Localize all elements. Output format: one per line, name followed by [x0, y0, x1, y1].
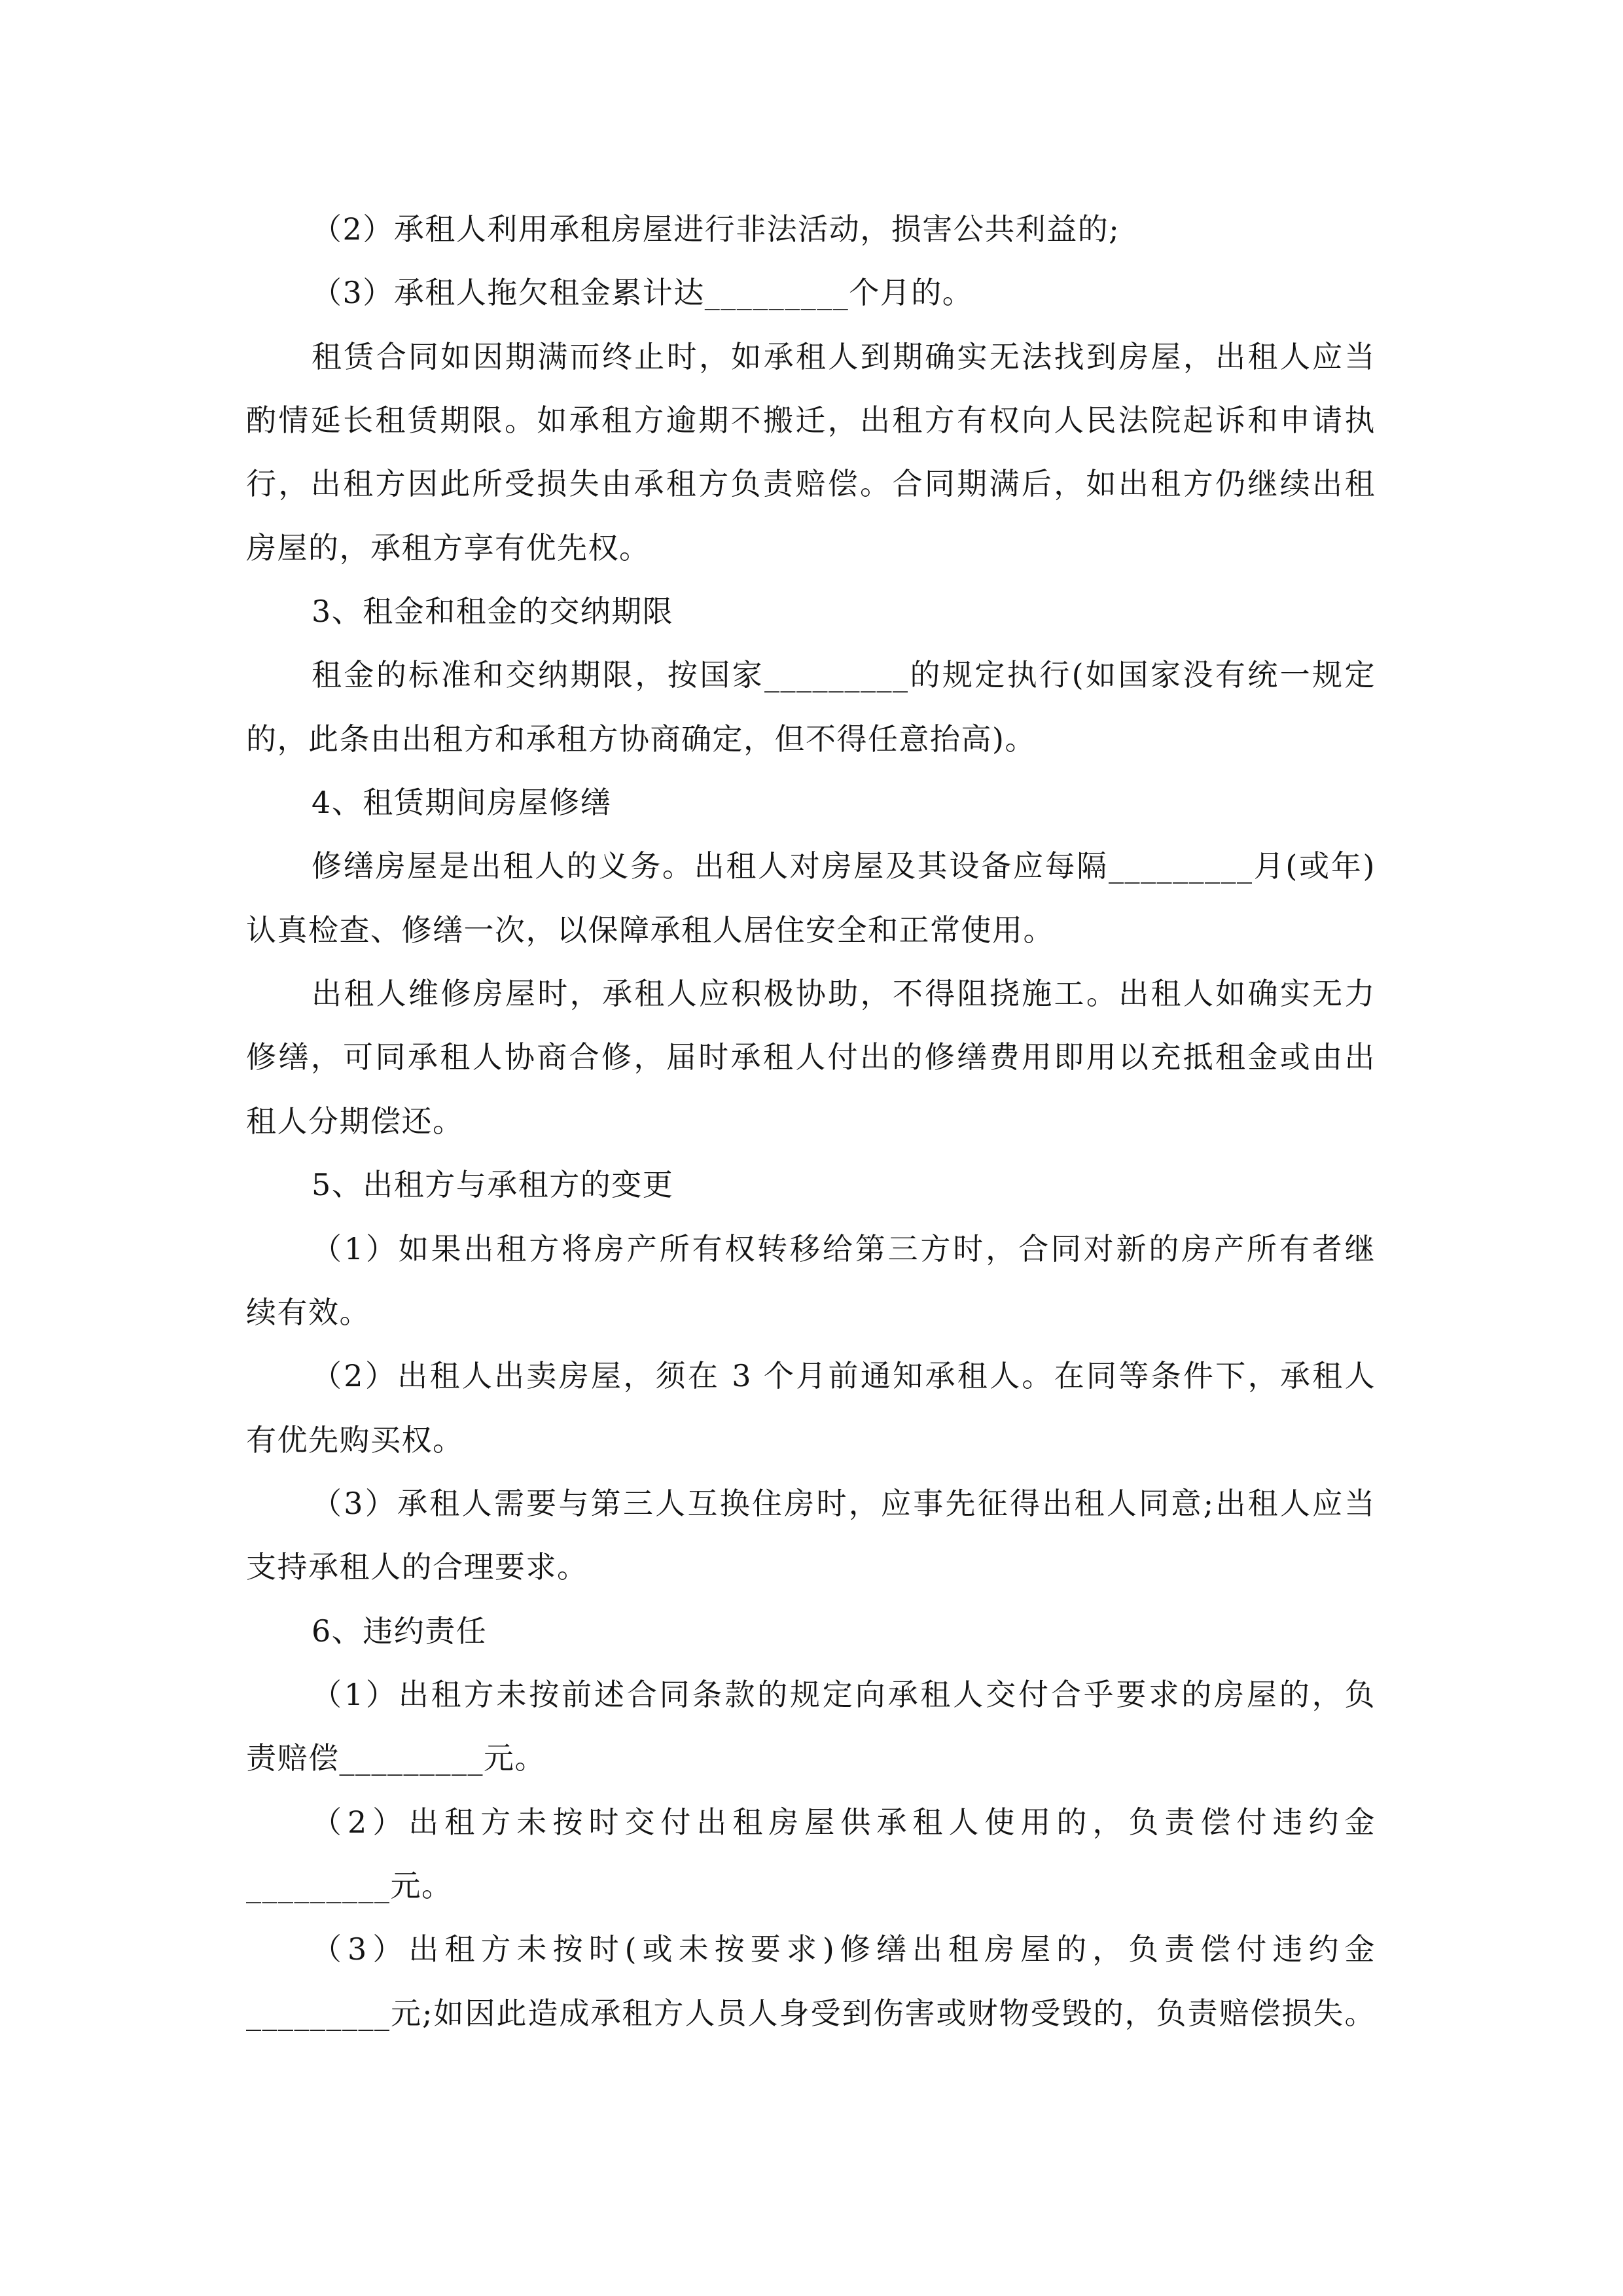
text-line: 租人分期偿还。 — [246, 1103, 464, 1139]
clause-item — [246, 1344, 1376, 1472]
document-body — [246, 198, 1376, 2045]
text-line: （3）出租方未按时(或未按要求)修缮出租房屋的，负责偿付违约金 — [312, 1931, 1376, 1967]
section-heading — [246, 1153, 1376, 1217]
text-line: _________元;如因此造成承租方人员人身受到伤害或财物受毁的，负责赔偿损失。 — [246, 1995, 1376, 2031]
section-heading-text: 5、出租方与承租方的变更 — [312, 1167, 674, 1203]
text-line: 认真检查、修缮一次，以保障承租人居住安全和正常使用。 — [246, 912, 1054, 948]
text-line: 续有效。 — [246, 1294, 370, 1330]
text-line: 出租人维修房屋时，承租人应积极协助，不得阻挠施工。出租人如确实无力 — [312, 976, 1376, 1012]
text-line: 修缮房屋是出租人的义务。出租人对房屋及其设备应每隔_________月(或年) — [312, 848, 1376, 884]
text-line: 责赔偿_________元。 — [246, 1740, 546, 1776]
section-heading-text: 6、违约责任 — [312, 1613, 488, 1649]
text-line: （3）承租人拖欠租金累计达_________个月的。 — [312, 275, 974, 311]
section-heading — [246, 1600, 1376, 1663]
clause-item — [246, 1217, 1376, 1345]
clause-item — [246, 1791, 1376, 1918]
text-line: （2）承租人利用承租房屋进行非法活动，损害公共利益的; — [312, 211, 1120, 247]
text-line: 租赁合同如因期满而终止时，如承租人到期确实无法找到房屋，出租人应当 — [312, 338, 1376, 374]
text-line: 的，此条由出租方和承租方协商确定，但不得任意抬高)。 — [246, 721, 1036, 757]
text-line: 酌情延长租赁期限。如承租方逾期不搬迁，出租方有权向人民法院起诉和申请执 — [246, 403, 1376, 439]
clause-item — [246, 198, 1376, 261]
text-line: 支持承租人的合理要求。 — [246, 1549, 588, 1585]
paragraph — [246, 834, 1376, 962]
paragraph — [246, 962, 1376, 1153]
paragraph — [246, 325, 1376, 580]
text-line: 修缮，可同承租人协商合修，届时承租人付出的修缮费用即用以充抵租金或由出 — [246, 1039, 1376, 1075]
section-heading — [246, 771, 1376, 834]
text-line: _________元。 — [246, 1867, 453, 1903]
section-heading — [246, 580, 1376, 643]
text-line: （1）如果出租方将房产所有权转移给第三方时，合同对新的房产所有者继 — [312, 1230, 1376, 1266]
paragraph — [246, 643, 1376, 771]
clause-item — [246, 1472, 1376, 1600]
text-line: （1）出租方未按前述合同条款的规定向承租人交付合乎要求的房屋的，负 — [312, 1676, 1376, 1712]
section-heading-text: 4、租赁期间房屋修缮 — [312, 785, 612, 821]
text-line: 房屋的，承租方享有优先权。 — [246, 529, 651, 565]
section-heading-text: 3、租金和租金的交纳期限 — [312, 594, 674, 630]
text-line: 有优先购买权。 — [246, 1422, 464, 1458]
clause-item — [246, 1663, 1376, 1791]
text-line: 行，出租方因此所受损失由承租方负责赔偿。合同期满后，如出租方仍继续出租 — [246, 466, 1376, 502]
text-line: （2）出租方未按时交付出租房屋供承租人使用的，负责偿付违约金 — [312, 1804, 1376, 1840]
text-line: 租金的标准和交纳期限，按国家_________的规定执行(如国家没有统一规定 — [312, 657, 1376, 693]
clause-item — [246, 261, 1376, 325]
text-line: （2）出租人出卖房屋，须在 3 个月前通知承租人。在同等条件下，承租人 — [312, 1358, 1376, 1394]
text-line: （3）承租人需要与第三人互换住房时，应事先征得出租人同意;出租人应当 — [312, 1485, 1376, 1521]
clause-item — [246, 1918, 1376, 2045]
